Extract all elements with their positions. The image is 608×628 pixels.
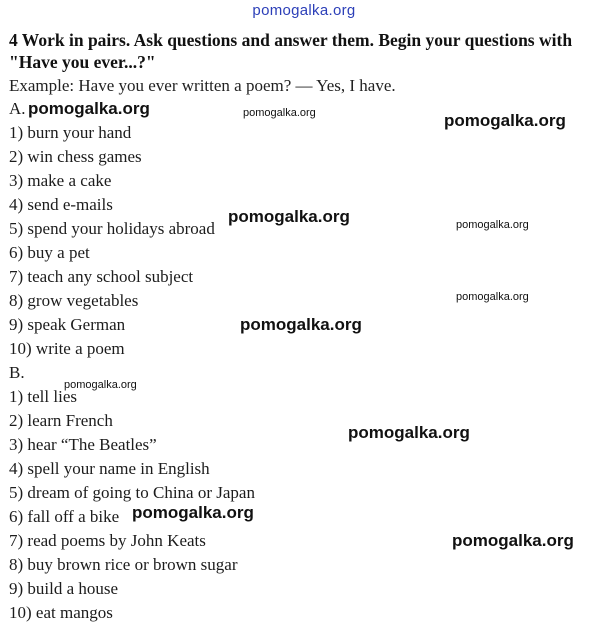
- watermark: pomogalka.org: [348, 423, 470, 442]
- header-watermark: pomogalka.org: [252, 2, 356, 19]
- list-item: 5) spend your holidays abroad: [9, 219, 215, 238]
- list-item: 10) write a poem: [9, 339, 125, 358]
- exercise-title: [9, 29, 604, 73]
- list-item: 7) teach any school subject: [9, 267, 194, 286]
- watermark: pomogalka.org: [456, 291, 529, 303]
- list-item: 9) build a house: [9, 579, 119, 598]
- list-item: 5) dream of going to China or Japan: [9, 483, 255, 502]
- list-item: 4) send e-mails: [9, 195, 113, 214]
- watermark: pomogalka.org: [240, 315, 362, 334]
- list-item: 9) speak German: [9, 315, 126, 334]
- list-item: 6) buy a pet: [9, 243, 90, 262]
- list-item: 3) hear “The Beatles”: [9, 435, 157, 454]
- list-item: 2) learn French: [9, 411, 113, 430]
- watermark: pomogalka.org: [28, 99, 150, 118]
- watermark: pomogalka.org: [452, 531, 574, 550]
- watermark: pomogalka.org: [243, 107, 316, 119]
- list-item: 1) tell lies: [9, 387, 77, 406]
- exercise-title-line2: "Have you ever...?": [9, 52, 156, 72]
- example-sentence: Example: Have you ever written a poem? — Yes, I have.: [9, 76, 396, 95]
- list-item: 8) buy brown rice or brown sugar: [9, 555, 238, 574]
- exercise-title-line1: 4 Work in pairs. Ask questions and answer them. Begin your questions with: [9, 30, 573, 50]
- list-item: 8) grow vegetables: [9, 291, 139, 310]
- list-item: 1) burn your hand: [9, 123, 132, 142]
- list-item: 3) make a cake: [9, 171, 112, 190]
- watermark: pomogalka.org: [228, 207, 350, 226]
- section-a-label: A.: [9, 99, 26, 118]
- watermark: pomogalka.org: [456, 219, 529, 231]
- section-b-label: B.: [9, 363, 25, 382]
- list-item: 4) spell your name in English: [9, 459, 210, 478]
- list-item: 7) read poems by John Keats: [9, 531, 206, 550]
- watermark: pomogalka.org: [64, 379, 137, 391]
- list-item: 10) eat mangos: [9, 603, 113, 622]
- list-item: 2) win chess games: [9, 147, 142, 166]
- list-item: 6) fall off a bike: [9, 507, 120, 526]
- watermark: pomogalka.org: [444, 111, 566, 130]
- watermark: pomogalka.org: [132, 503, 254, 522]
